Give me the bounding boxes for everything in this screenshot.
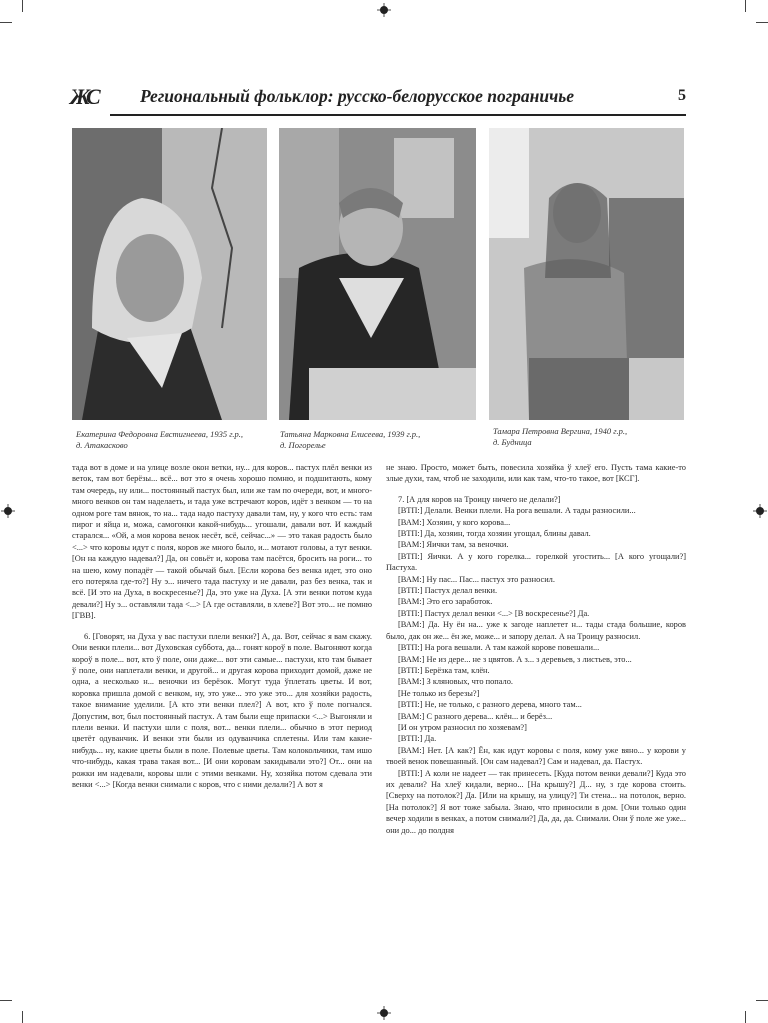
page-header bbox=[70, 86, 686, 114]
paragraph: [ВАМ:] Ну пас... Пас... пастух это разносил. bbox=[398, 574, 555, 584]
crop-mark bbox=[756, 1000, 768, 1001]
crop-mark bbox=[0, 1000, 12, 1001]
photo-woman-2 bbox=[279, 128, 476, 420]
paragraph: [ВАМ:] Нет. [А как?] Ён, как идут коровы с поля, кому уже вяно... у корови у твоей венок повешанный. [Он сам надевал?] Сам и надевал, да. Пастух. bbox=[386, 745, 686, 767]
paragraph: 6. [Говорят, на Духа у вас пастухи плели венки?] А, да. Вот, сейчас я вам скажу. Они венки плели... вот Духовская суббота, да... гонят короў в поле. Выгоняют когда короў в поле... вот, кто ў поле, они даже... вот эти самые... пастухи, кто там бывает ў поле, они наплетали венки, и другой... и другая корова приходит домой, даже не одна, а несколько н... веночки из берёзок. Могут туда ўплетать цветы. И вот, коровка пришла домой с венком, ну, это уже... это уже это... для хозяйки радость, такое внимание уделили. [А кто эти венки плел?] А вот, кто ў поле погнался. Допустим, вот, был постоянный пастух. А там были еще припаски <...> Выгоняли и плели венки. И пастухи шли с поля, вот... венки плели... обычно в этот период цветёт одуванчик. И венки эти были из одуванчика сплетены. Или там какие-нибудь... ну, какие цветы были в поле. Полевые цветы. Там колокольчики, там ишо что-нибудь, какая трава такая вот... [И они коровам закидывали это?] От... они на рожки им надевали, коровы шли с этими венками. Ну, хозяйка потом сдевала эти венки <...> [Когда венки снимали с коров, что с ними делали?] А вот я bbox=[72, 631, 372, 789]
crop-mark bbox=[0, 22, 12, 23]
text-column-left bbox=[72, 462, 372, 790]
photo-woman-headscarf-1 bbox=[72, 128, 267, 420]
paragraph: тада вот в доме и на улице возле окон ветки, ну... для коров... пастух плёл венки из веток, там вот берёзы... всё... вот это я очень хорошо помню, и подшитають, кому там очередь, ну или... постоянный пастух был, или же там по очереди, вот, и много-много венков он там наделаеть, и тада уже встречают коров, идёт з венком — то на одном роге там вянок, то на... тада надо пастуху давали там, ну, у кого что есть: там пирог и яйца и, можа, самогонки какой-нибудь... угошали, давали вот. И каждый старался... «Ой, а моя корова венок несёт, всё, сейчас...» — это такая радость было <...> что коровы идут с поля, коров же много было, и... мотают головы, а тут венки. [Он на каждую надевал?] Да, он совьёт и, корова там пасётся, бросить на роги... то на шею, кому попадёт — такой обычай был. [Если корова без венка идет, это оно его потеряла где-то?] Ну э... ничего тада пастуху и не давали, раз без венка, так и всё. [И это на Духа, в воскресенье?] Да, это уже на Духа. [А эти венки потом куда девали?] Ну э... оставляли тада <...> [А где оставляли, в хлеве?] Вот это... не помню [ГВВ]. bbox=[72, 463, 372, 621]
caption-village: д. Будница bbox=[493, 437, 532, 447]
caption-name: Татьяна Марковна Елисеева, 1939 г.р., bbox=[280, 429, 421, 439]
photo-2 bbox=[279, 128, 476, 420]
paragraph: [И он утром разносил по хозяевам?] bbox=[398, 722, 527, 732]
photo-1 bbox=[72, 128, 267, 420]
paragraph: [ВАМ:] Яички там, за веночки. bbox=[398, 540, 509, 550]
paragraph: [ВТП:] Пастух делал венки. bbox=[398, 586, 498, 596]
paragraph: [ВАМ:] С разного дерева... клён... и берёз... bbox=[398, 711, 553, 721]
paragraph: [ВТП:] Делали. Венки плели. На рога вешали. А тады разносили... bbox=[398, 506, 636, 516]
paragraph: [ВТП:] Не, не только, с разного дерева, много там... bbox=[398, 700, 582, 710]
photo-caption-2 bbox=[280, 429, 480, 451]
registration-mark-icon bbox=[753, 504, 767, 518]
photo-caption-1 bbox=[76, 429, 271, 451]
crop-mark bbox=[745, 0, 746, 12]
paragraph: [ВТП:] На рога вешали. А там кажой корове повешали... bbox=[398, 643, 600, 653]
paragraph: [ВТП:] Яички. А у кого горелка... горелкой угостить... [А кого угощали?] Пастуха. bbox=[386, 551, 686, 573]
paragraph: [ВТП:] Да. bbox=[398, 734, 437, 744]
journal-logo: ЖС bbox=[70, 84, 98, 109]
paragraph: 7. [А для коров на Троицу ничего не делали?] bbox=[398, 494, 561, 504]
registration-mark-icon bbox=[1, 504, 15, 518]
paragraph: [ВТП:] Пастух делал венки <...> [В воскресенье?] Да. bbox=[398, 608, 590, 618]
caption-village: д. Погорелье bbox=[280, 440, 326, 450]
crop-mark bbox=[756, 22, 768, 23]
text-column-right bbox=[386, 462, 686, 836]
caption-name: Тамара Петровна Вергина, 1940 г.р., bbox=[493, 426, 628, 436]
photo-caption-3 bbox=[493, 426, 688, 448]
paragraph: [ВАМ:] З кляновых, что попало. bbox=[398, 677, 514, 687]
paragraph: [ВАМ:] Хозяин, у кого корова... bbox=[398, 517, 511, 527]
caption-village: д. Атакасково bbox=[76, 440, 128, 450]
photo-woman-headscarf-3 bbox=[489, 128, 684, 420]
paragraph: [Не только из березы?] bbox=[398, 688, 480, 698]
paragraph: [ВАМ:] Не из дере... не з цвятов. А з... з деревьев, з листьев, это... bbox=[398, 654, 632, 664]
photo-3 bbox=[489, 128, 684, 420]
page-title: Региональный фольклор: русско-белорусское пограничье bbox=[140, 86, 575, 106]
page-number: 5 bbox=[678, 87, 686, 104]
header-rule bbox=[110, 114, 686, 116]
paragraph: [ВАМ:] Это его заработок. bbox=[398, 597, 493, 607]
paragraph: [ВТП:] Да, хозяин, тогда хозяин угощал, блины давал. bbox=[398, 529, 591, 539]
registration-mark-icon bbox=[377, 1006, 391, 1020]
caption-name: Екатерина Федоровна Евстигнеева, 1935 г.р., bbox=[76, 429, 244, 439]
paragraph: [ВАМ:] Да. Ну ён на... уже к загоде наплетет н... тады стада большие, коров было, дак он же... ён же, може... и запору делал. А на Троицу разносил. bbox=[386, 620, 686, 641]
paragraph: не знаю. Просто, может быть, повесила хозяйка ў хлеў его. Пусть тама какие-то злые духи, там, чтоб не заходили, или как там, что-то такое, вот [КСГ]. bbox=[386, 463, 686, 484]
registration-mark-icon bbox=[377, 3, 391, 17]
paragraph: [ВТП:] Берёзка там, клён. bbox=[398, 665, 490, 675]
paragraph: [ВТП:] А коли не надеет — так принесеть. [Куда потом венки девали?] Куда это их девали? На хлеў кидали, верно... [На крышу?] Д... ну, з где корова стоить. [Сверху на потолок?] Да. [Или на крышу, на улицу?] Ти стена... на потолок, верно. [На потолок?] Я вот тоже забыла. Знаю, что приносили в дом. [Они только один вечер ходили в венках, а потом снимали?] Да, да, да. Снимали. Они ў поле же уже... они до... до полдня bbox=[386, 768, 686, 835]
crop-mark bbox=[22, 1011, 23, 1023]
crop-mark bbox=[745, 1011, 746, 1023]
crop-mark bbox=[22, 0, 23, 12]
